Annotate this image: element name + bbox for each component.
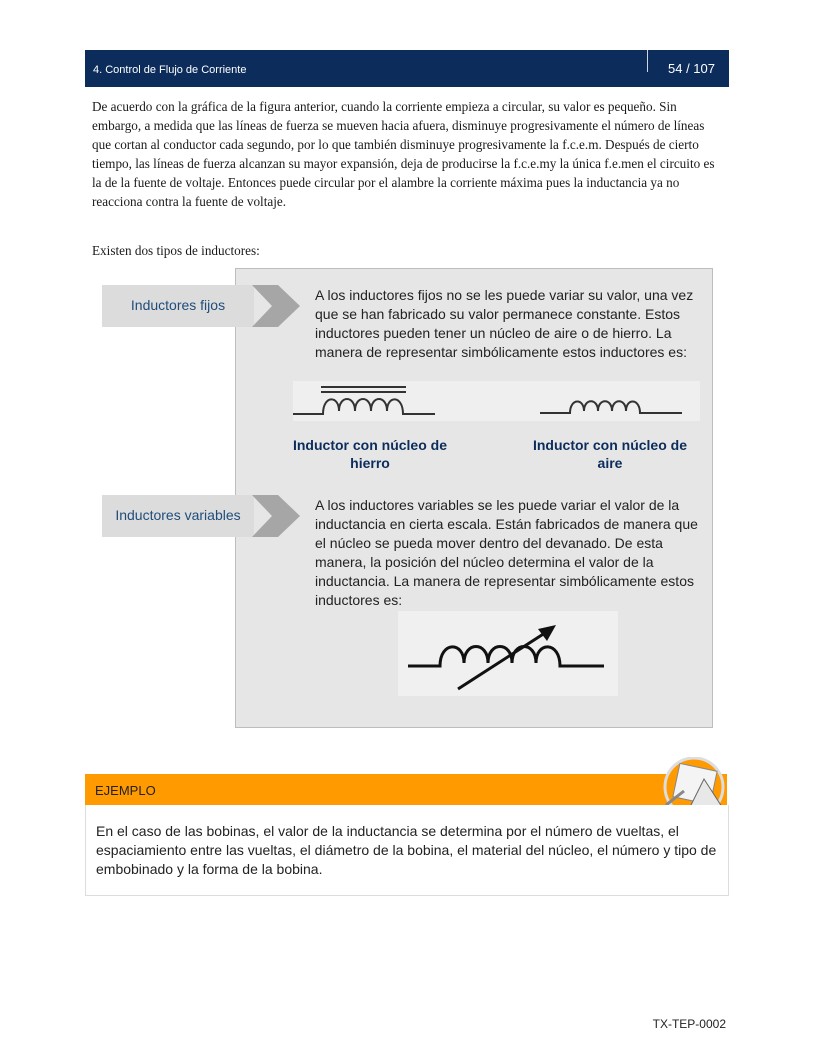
variable-inductor-symbol [398, 611, 618, 696]
caption-air-core: Inductor con núcleo de aire [532, 437, 687, 471]
fixed-inductors-text: A los inductores fijos no se les puede variar su valor, una vez que se han fabricado su valor permanece constante. Estos inductores pueden tener un núcleo de aire o de hierro. La manera de representar simbólicamente estos inductores es: [315, 287, 694, 360]
caption-iron-core: Inductor con núcleo de hierro [292, 437, 447, 471]
chevron-arrow-icon [252, 495, 300, 537]
body-paragraph: De acuerdo con la gráfica de la figura anterior, cuando la corriente empieza a circular, su valor es pequeño. Sin embargo, a medida que las líneas de fuerza se mueven hacia afuera, disminuye progresivamente el número de líneas que cortan al conductor cada segundo, por lo que también disminuye progresivamente la f.c.e.m. Después de cierto tiempo, las líneas de fuerza alcanzan su mayor expansión, deja de producirse la f.c.e.my la única f.e.men el circuito es la de la fuente de voltaje. Entonces puede circular por el alambre la corriente máxima pues la inductancia ya no reacciona contra la fuente de voltaje. [92, 99, 715, 209]
document-code: TX-TEP-0002 [652, 1017, 726, 1031]
example-text: En el caso de las bobinas, el valor de la inductancia se determina por el número de vueltas, el espaciamiento entre las vueltas, el diámetro de la bobina, el material del núcleo, el número y tipo de embobinado y la forma de la bobina. [96, 823, 717, 877]
page-number: 54 / 107 [668, 61, 715, 76]
air-core-inductor-icon [540, 396, 685, 416]
section-title: 4. Control de Flujo de Corriente [93, 64, 247, 76]
example-title: EJEMPLO [95, 783, 156, 798]
chevron-arrow-icon [252, 285, 300, 327]
label-text: Inductores variables [115, 507, 241, 523]
example-header [85, 774, 727, 805]
intro-text: Existen dos tipos de inductores: [92, 243, 260, 258]
page-header [85, 50, 729, 87]
label-text: Inductores fijos [130, 297, 226, 313]
variable-inductors-label [102, 495, 254, 537]
fixed-inductors-label [102, 285, 254, 327]
header-divider [647, 50, 648, 72]
variable-inductors-text: A los inductores variables se les puede variar el valor de la inductancia en cierta escala. Están fabricados de manera que el núcleo se pueda mover dentro del devanado. De esta manera, la posición del núcleo determina el valor de la inductancia. La manera de representar simbólicamente estos inductores es: [315, 497, 698, 608]
example-body [85, 805, 729, 896]
variable-inductor-icon [398, 611, 618, 696]
